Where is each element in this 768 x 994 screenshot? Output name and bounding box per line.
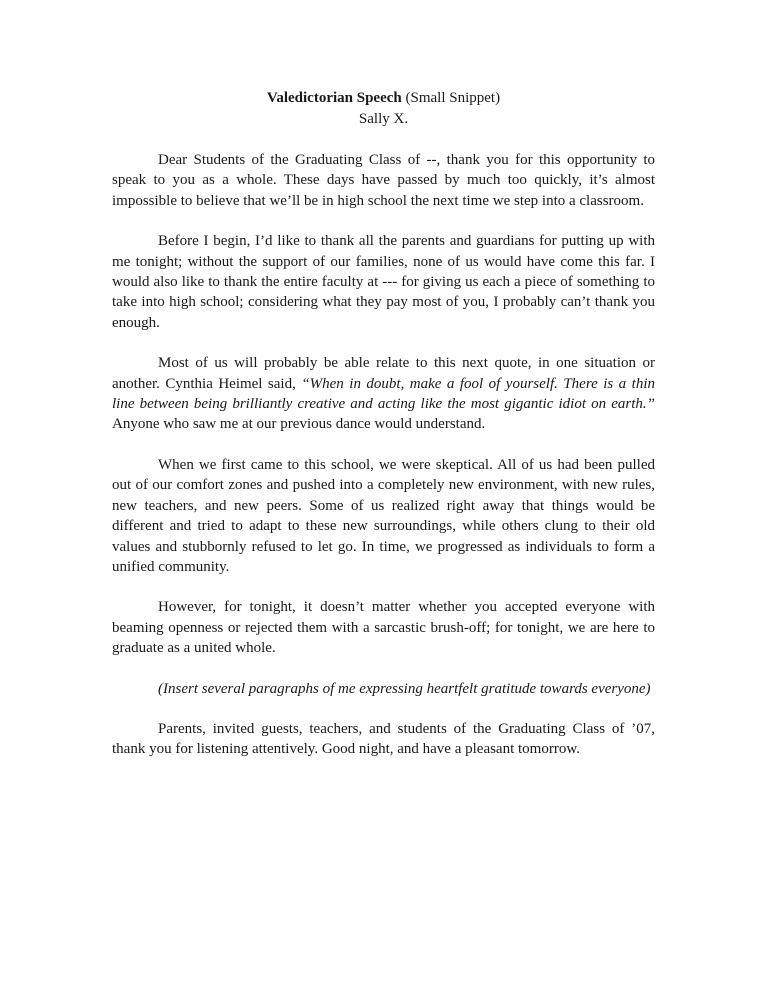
paragraph-insert-note: [112, 679, 655, 699]
paragraph-greeting: Dear Students of the Graduating Class of --, thank you for this opportunity to speak to you as a whole. These days have passed by much too quickly, it’s almost impossible to believe that we’ll be in high school the next time we step into a classroom.: [112, 152, 655, 209]
paragraph-quote: [112, 353, 655, 435]
insert-note-text: (Insert several paragraphs of me expressing heartfelt gratitude towards everyone): [158, 680, 651, 697]
quote-outro: Anyone who saw me at our previous dance would understand.: [112, 416, 486, 433]
quote-intro: Most of us will probably be able relate to this next quote, in one situation or another. Cynthia Heimel said,: [112, 355, 655, 392]
title-note: (Small Snippet): [405, 90, 501, 106]
paragraph-thanks: Before I begin, I’d like to thank all the parents and guardians for putting up with me tonight; without the support of our families, none of us would have come this far. I would also like to thank the entire faculty at --- for giving us each a piece of something to take into high school; considering what they pay most of you, I probably can’t thank you enough.: [112, 233, 655, 331]
paragraph-closing: Parents, invited guests, teachers, and students of the Graduating Class of ’07, thank you for listening attentively. Good night, and have a pleasant tomorrow.: [112, 720, 655, 758]
paragraph-tonight: However, for tonight, it doesn’t matter whether you accepted everyone with beaming openness or rejected them with a sarcastic brush-off; for tonight, we are here to graduate as a united whole.: [112, 599, 655, 657]
author-name: Sally X.: [358, 111, 409, 127]
quote-text: “When in doubt, make a fool of yourself. There is a thin line between being brilliantly creative and acting like the most gigantic idiot on earth.”: [112, 375, 655, 413]
title-block: [112, 88, 655, 130]
paragraph-skeptical: When we first came to this school, we were skeptical. All of us had been pulled out of our comfort zones and pushed into a completely new environment, with new rules, new teachers, and new peers. Some of us realized right away that things would be different and tried to adapt to these new surroundings, while others clung to their old values and stubbornly refused to let go. In time, we progressed as individuals to form a unified community.: [112, 456, 655, 575]
title-line: [112, 88, 655, 109]
document-title: Valedictorian Speech: [266, 90, 402, 106]
document-page: [112, 88, 655, 780]
